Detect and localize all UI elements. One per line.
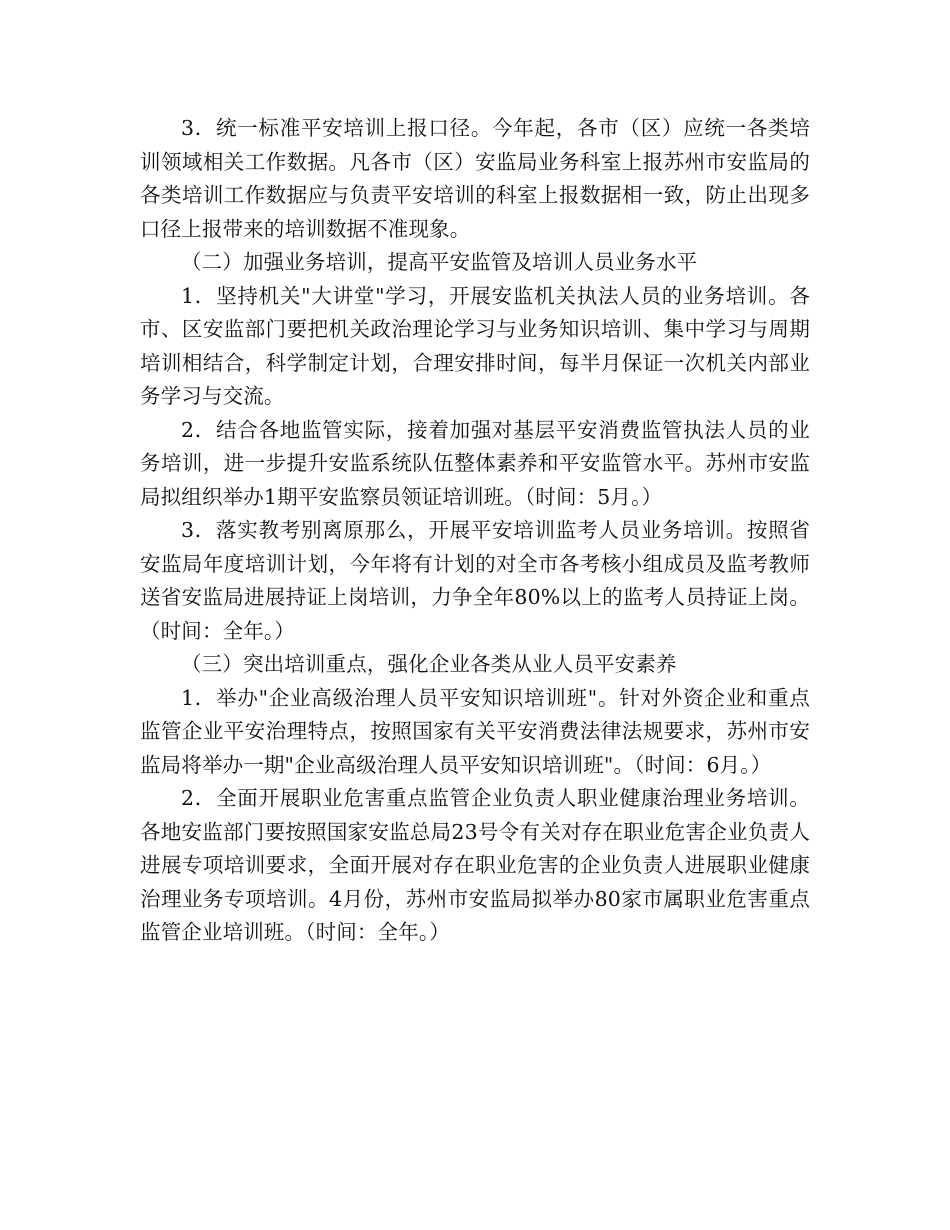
paragraph-occupational-health-training: 2．全面开展职业危害重点监管企业负责人职业健康治理业务培训。各地安监部门要按照国家安监总局23号令有关对存在职业危害企业负责人进展专项培训要求，全面开展对存在职业危害的企业负责人进展职业健康治理业务专项培训。4月份，苏州市安监局拟举办80家市属职业危害重点监管企业培训班。（时间：全年。） [140,786,810,944]
section-heading-training-focus: （三）突出培训重点，强化企业各类从业人员平安素养 [181,652,677,676]
document-page [140,112,810,950]
paragraph-grassroots-enforcement-training: 2．结合各地监管实际，接着加强对基层平安消费监管执法人员的业务培训，进一步提升安监系统队伍整体素养和平安监管水平。苏州市安监局拟组织举办1期平安监察员领证培训班。（时间：5月。） [140,417,810,509]
paragraph-invigilator-training: 3．落实教考别离原那么，开展平安培训监考人员业务培训。按照省安监局年度培训计划，今年将有计划的对全市各考核小组成员及监考教师送省安监局进展持证上岗培训，力争全年80%以上的监考人员持证上岗。（时间：全年。） [140,518,810,643]
section-heading-business-training: （二）加强业务培训，提高平安监管及培训人员业务水平 [181,250,698,274]
paragraph-unified-reporting: 3．统一标准平安培训上报口径。今年起，各市（区）应统一各类培训领域相关工作数据。凡各市（区）安监局业务科室上报苏州市安监局的各类培训工作数据应与负责平安培训的科室上报数据相一致，防止出现多口径上报带来的培训数据不准现象。 [140,116,810,241]
paragraph-senior-management-training: 1．举办"企业高级治理人员平安知识培训班"。针对外资企业和重点监管企业平安治理特点，按照国家有关平安消费法律法规要求，苏州市安监局将举办一期"企业高级治理人员平安知识培训班"。（时间：6月。） [140,685,810,777]
paragraph-lecture-hall-training: 1．坚持机关"大讲堂"学习，开展安监机关执法人员的业务培训。各市、区安监部门要把机关政治理论学习与业务知识培训、集中学习与周期培训相结合，科学制定计划，合理安排时间，每半月保证一次机关内部业务学习与交流。 [140,283,810,408]
